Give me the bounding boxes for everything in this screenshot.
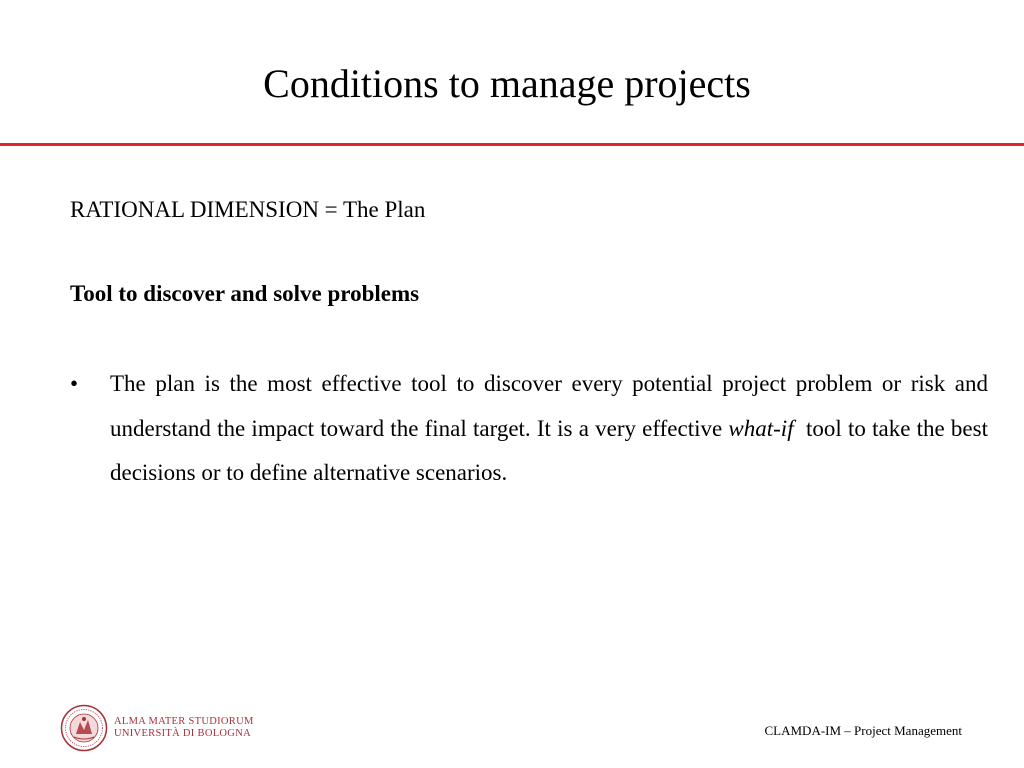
section-heading: Tool to discover and solve problems	[70, 281, 420, 306]
bullet-item	[70, 362, 994, 496]
bullet-list	[70, 362, 994, 496]
bullet-emphasis: what-if	[728, 415, 794, 441]
logo-wordmark	[114, 716, 254, 740]
university-logo	[60, 702, 260, 754]
title-divider	[0, 143, 1024, 146]
footer-course-label: CLAMDA-IM – Project Management	[764, 723, 962, 738]
bullet-text-before: The plan is the most effective tool to discover every potential project problem or risk and understand the impact toward the final target. It is a very effective	[110, 371, 988, 441]
university-seal-icon	[60, 704, 108, 752]
subheading: RATIONAL DIMENSION = The Plan	[70, 197, 426, 222]
slide-title: Conditions to manage projects	[263, 61, 751, 106]
logo-line-2: UNIVERSITÀ DI BOLOGNA	[114, 728, 251, 739]
bullet-text-after: tool to take the best decisions or to define alternative scenarios.	[110, 415, 994, 485]
bullet-marker: •	[70, 371, 79, 396]
logo-line-1: ALMA MATER STUDIORUM	[114, 716, 254, 727]
